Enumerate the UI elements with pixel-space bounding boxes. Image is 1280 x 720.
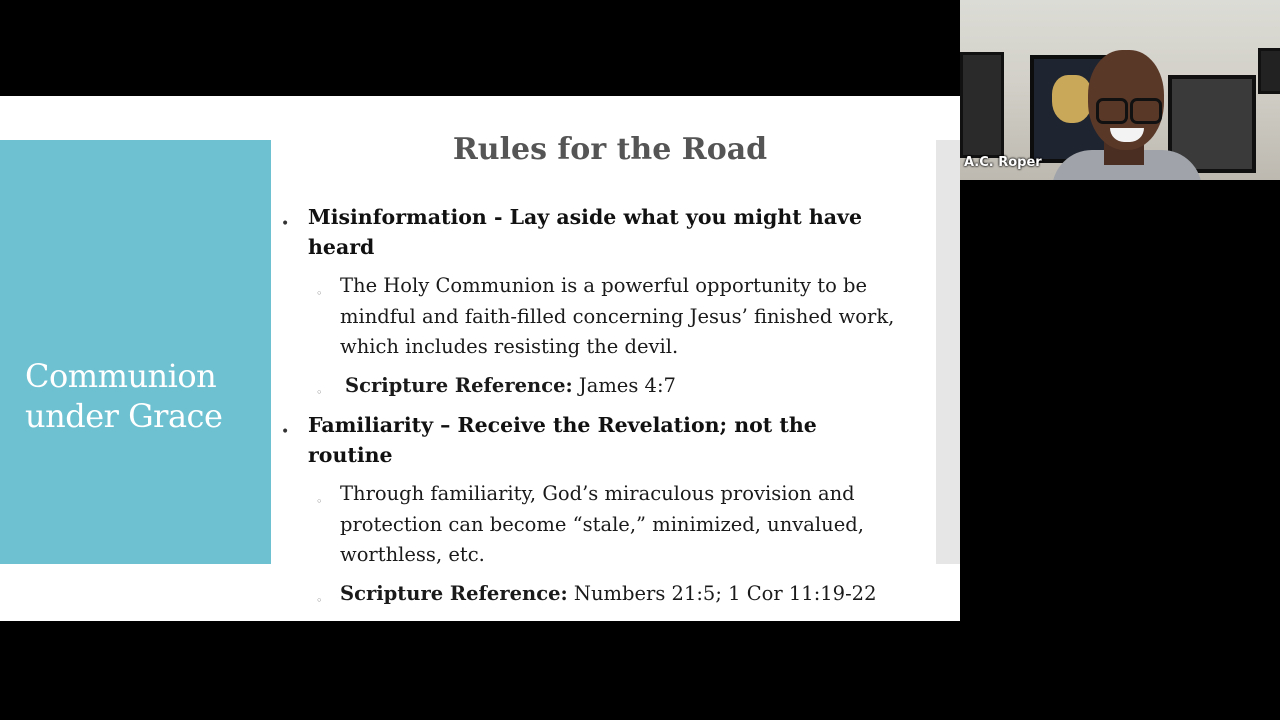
- reference-label: Scripture Reference:: [345, 374, 573, 397]
- slide-title: Rules for the Road: [452, 132, 768, 167]
- glasses-icon: [1096, 98, 1128, 124]
- scripture-reference-1: [345, 371, 930, 402]
- wall-frame: [960, 52, 1004, 158]
- police-badge: [1052, 75, 1092, 123]
- bullet-icon: •: [281, 216, 290, 232]
- side-bar: [936, 140, 960, 564]
- section-panel: [0, 140, 271, 564]
- bullet-body-misinformation: The Holy Communion is a powerful opportunity to be mindful and faith-filled concerning Jesus’ finished work, which includes resisting the devil.: [340, 274, 895, 358]
- sub-bullet-icon: ◦: [316, 495, 323, 508]
- sub-bullet-icon: ◦: [316, 594, 323, 607]
- sub-bullet-icon: ◦: [316, 287, 323, 300]
- reference-value: Numbers 21:5; 1 Cor 11:19-22: [573, 582, 877, 605]
- section-title: Communion under Grace: [25, 357, 223, 435]
- bullet-heading-misinformation: Misinformation - Lay aside what you might have heard: [308, 205, 863, 259]
- bullet-icon: •: [281, 424, 290, 440]
- bullet-heading-familiarity: Familiarity – Receive the Revelation; not the routine: [308, 413, 817, 467]
- participant-name: A.C. Roper: [964, 155, 1042, 170]
- glasses-icon: [1130, 98, 1162, 124]
- sub-bullet-icon: ◦: [316, 386, 323, 399]
- reference-value: James 4:7: [578, 374, 676, 397]
- shared-slide: [0, 96, 960, 621]
- scripture-reference-2: [340, 579, 925, 610]
- participant-video-tile[interactable]: [960, 0, 1280, 180]
- reference-label: Scripture Reference:: [340, 582, 568, 605]
- wall-frame: [1258, 48, 1280, 94]
- bullet-body-familiarity: Through familiarity, God’s miraculous provision and protection can become “stale,” minimized, unvalued, worthless, etc.: [340, 482, 864, 566]
